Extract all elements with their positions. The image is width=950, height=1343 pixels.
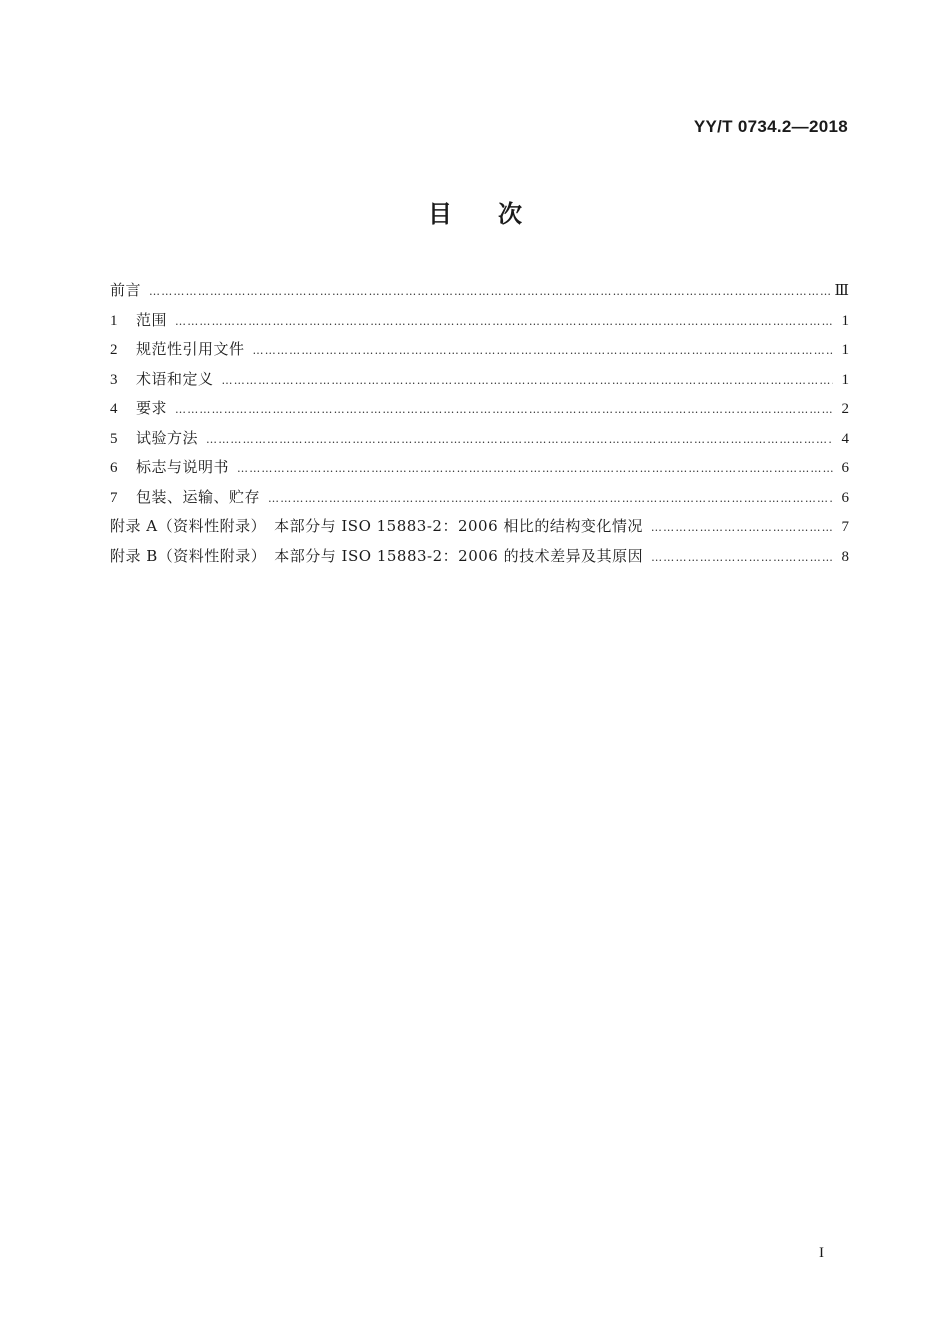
- toc-entry-foreword[interactable]: [110, 276, 849, 306]
- toc-entry-page: Ⅲ: [834, 283, 849, 299]
- toc-entry-page: 1: [841, 342, 849, 358]
- toc-entry-number: 3: [110, 371, 118, 388]
- toc-entry-label: 试验方法: [136, 428, 199, 447]
- dot-leader: [651, 543, 833, 573]
- toc-entry-number: 2: [110, 342, 118, 358]
- dot-leader: [268, 484, 833, 514]
- toc-entry-number: 7: [110, 489, 118, 506]
- toc-entry-label: 前言: [110, 281, 142, 299]
- toc-entry-label: 标志与说明书: [136, 458, 230, 476]
- toc-entry-number: 6: [110, 460, 118, 476]
- toc-entry-label: 范围: [136, 310, 168, 329]
- page-number: I: [819, 1245, 824, 1261]
- toc-entry-number: 5: [110, 430, 118, 447]
- toc-entry-scope[interactable]: [110, 306, 849, 336]
- dot-leader: [237, 454, 833, 484]
- toc-entry-page: 1: [841, 371, 849, 388]
- toc-entry-label: 附录 A（资料性附录） 本部分与 ISO 15883-2：2006 相比的结构变化情况: [110, 517, 643, 535]
- toc-entry-page: 6: [841, 460, 849, 476]
- toc-entry-page: 7: [841, 519, 849, 535]
- toc-entry-label: 规范性引用文件: [136, 340, 245, 358]
- toc-entry-packaging-transport-storage[interactable]: [110, 483, 849, 513]
- toc-entry-page: 4: [841, 430, 849, 447]
- toc-entry-page: 6: [841, 489, 849, 506]
- toc-entry-test-methods[interactable]: [110, 424, 849, 454]
- toc-entry-number: 1: [110, 312, 118, 329]
- dot-leader: [222, 366, 833, 396]
- standard-code: YY/T 0734.2—2018: [693, 117, 848, 136]
- dot-leader: [175, 395, 833, 425]
- dot-leader: [253, 336, 833, 366]
- toc-entry-marking-instructions[interactable]: [110, 453, 849, 483]
- toc-entry-label: 要求: [136, 399, 168, 417]
- toc-entry-normative-references[interactable]: [110, 335, 849, 365]
- dot-leader: [175, 307, 833, 337]
- toc-entry-label: 包装、运输、贮存: [136, 487, 261, 506]
- toc-entry-annex-b[interactable]: [110, 542, 849, 572]
- toc-entry-requirements[interactable]: [110, 394, 849, 424]
- page-title: 目次: [428, 200, 568, 228]
- toc-entry-label: 术语和定义: [136, 369, 214, 388]
- toc-entry-terms-definitions[interactable]: [110, 365, 849, 395]
- toc-entry-page: 1: [841, 312, 849, 329]
- toc-entry-page: 8: [841, 548, 849, 565]
- dot-leader: [149, 277, 831, 307]
- toc-entry-annex-a[interactable]: [110, 512, 849, 542]
- toc-entry-label: 附录 B（资料性附录） 本部分与 ISO 15883-2：2006 的技术差异及其原因: [110, 546, 644, 565]
- toc-entry-number: 4: [110, 401, 118, 417]
- dot-leader: [206, 425, 833, 455]
- toc-entry-page: 2: [841, 401, 849, 417]
- dot-leader: [651, 513, 833, 543]
- table-of-contents: [110, 276, 849, 571]
